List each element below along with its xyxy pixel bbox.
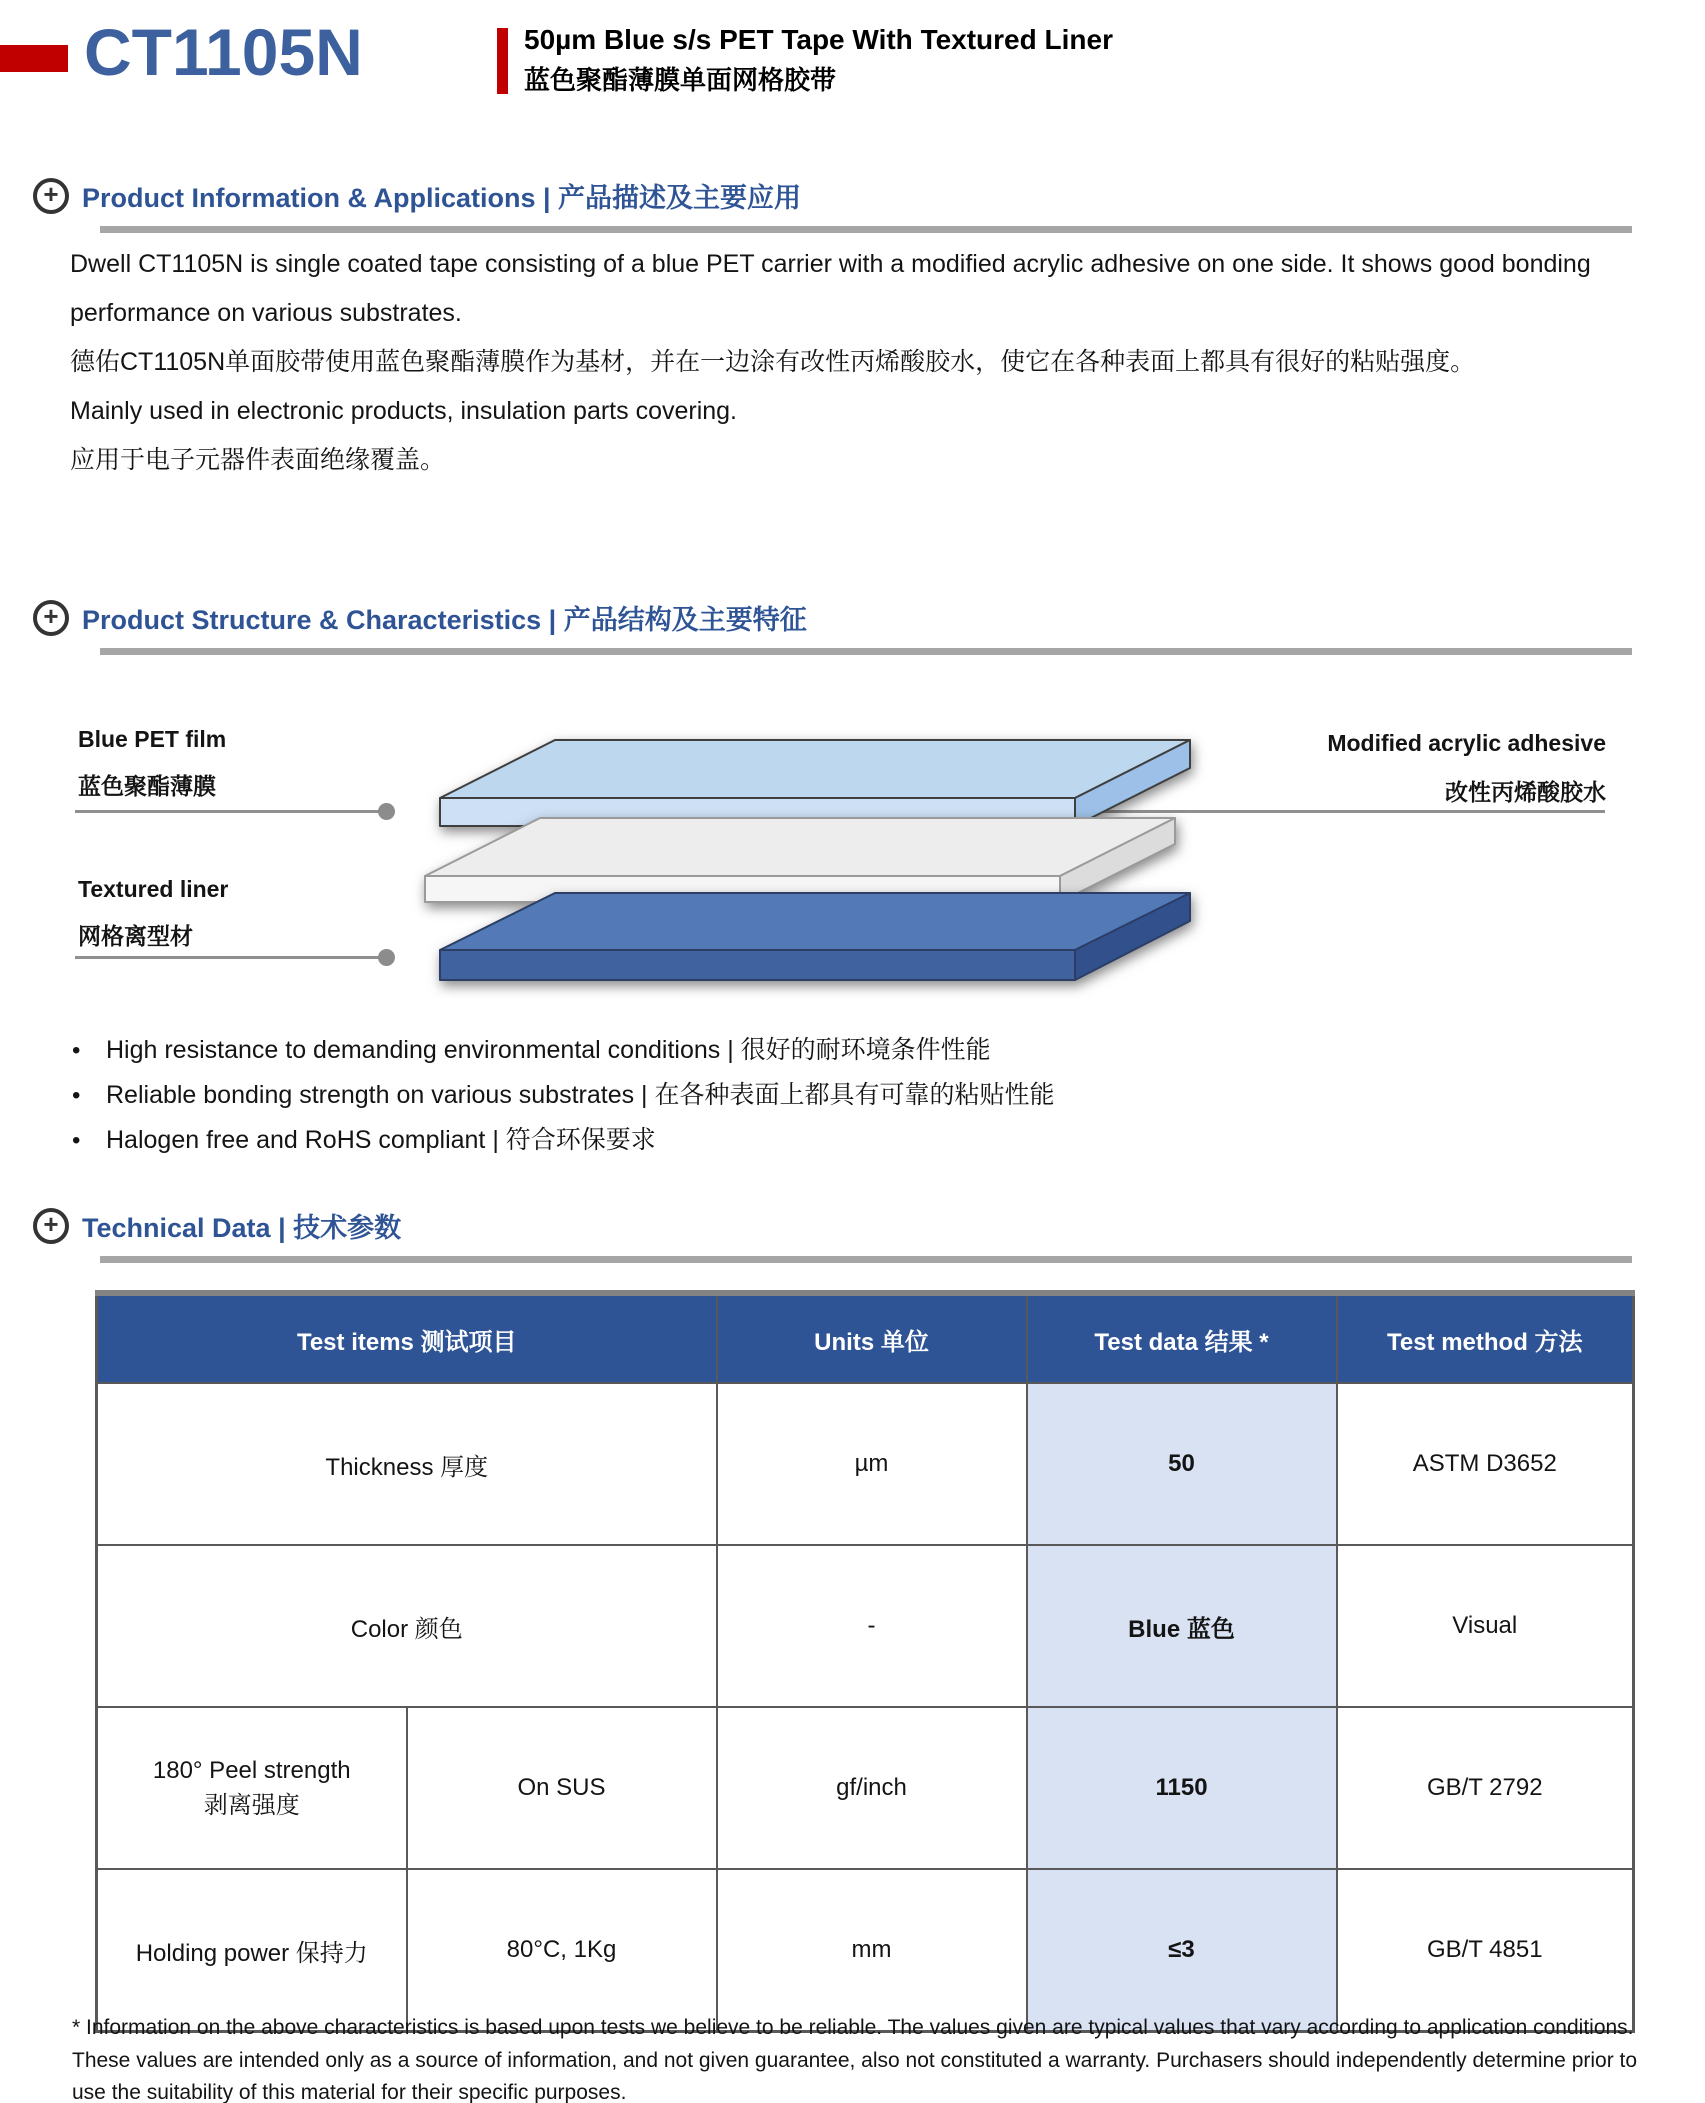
list-item xyxy=(72,1073,1638,1118)
cell-item xyxy=(97,1707,407,1869)
bullet-icon: • xyxy=(72,1127,81,1154)
cell-method: GB/T 2792 xyxy=(1337,1707,1634,1869)
structure-diagram xyxy=(70,688,1638,1018)
pet-film-connector-line xyxy=(75,810,387,813)
cell-item: Holding power 保持力 xyxy=(97,1869,407,2032)
red-divider-bar xyxy=(497,28,508,94)
product-description xyxy=(70,240,1638,485)
section-structure-heading xyxy=(0,598,1705,655)
product-code: CT1105N xyxy=(84,15,363,89)
table-row xyxy=(97,1707,1634,1869)
cell-condition: On SUS xyxy=(407,1707,717,1869)
label-adhesive-en: Modified acrylic adhesive xyxy=(1327,730,1606,756)
paragraph-zh-2: 应用于电子元器件表面绝缘覆盖。 xyxy=(70,446,446,474)
layer-textured-liner xyxy=(440,893,1190,980)
characteristics-list xyxy=(72,1028,1638,1163)
col-header-test-data: Test data 结果 * xyxy=(1027,1293,1337,1383)
technical-data-table xyxy=(95,1290,1635,2033)
section-info-heading xyxy=(0,176,1705,233)
plus-circle-icon: + xyxy=(33,178,69,214)
disclaimer-footnote: * Information on the above characteristics is based upon tests we believe to be reliable. The values given are typical values that vary according to application conditions. These values are intended only as a source of information, and not given guarantee, also not constituted a warranty. Purchasers should independently determine prior to use the suitability of this material for their specific purposes. xyxy=(72,2016,1638,2103)
bullet-icon: • xyxy=(72,1037,81,1064)
product-title-zh: 蓝色聚酯薄膜单面网格胶带 xyxy=(524,65,837,95)
cell-item-line2: 剥离强度 xyxy=(203,1791,300,1819)
table-row xyxy=(97,1545,1634,1707)
cell-method: GB/T 4851 xyxy=(1337,1869,1634,2032)
cell-test-data: 1150 xyxy=(1027,1707,1337,1869)
table-row xyxy=(97,1869,1634,2032)
paragraph-zh-1: 德佑CT1105N单面胶带使用蓝色聚酯薄膜作为基材，并在一边涂有改性丙烯酸胶水，使它在各种表面上都具有很好的粘贴强度。 xyxy=(70,348,1476,376)
cell-units: µm xyxy=(717,1383,1027,1545)
bullet-text: Halogen free and RoHS compliant | 符合环保要求 xyxy=(106,1126,656,1154)
paragraph-en-1: Dwell CT1105N is single coated tape consisting of a blue PET carrier with a modified acrylic adhesive on one side. It shows good bonding performance on various substrates. xyxy=(70,250,1591,327)
layer-adhesive xyxy=(425,818,1175,902)
label-pet-film-zh: 蓝色聚酯薄膜 xyxy=(78,773,216,799)
cell-method: Visual xyxy=(1337,1545,1634,1707)
bullet-text: Reliable bonding strength on various substrates | 在各种表面上都具有可靠的粘贴性能 xyxy=(106,1081,1055,1109)
cell-item: Color 颜色 xyxy=(97,1545,717,1707)
table-header-row xyxy=(97,1293,1634,1383)
brand-red-block xyxy=(0,45,68,72)
label-liner-en: Textured liner xyxy=(78,876,229,902)
section-title: Product Structure & Characteristics | 产品结构及主要特征 xyxy=(82,605,807,635)
section-rule xyxy=(100,226,1632,233)
label-pet-film-en: Blue PET film xyxy=(78,726,227,752)
cell-test-data: Blue 蓝色 xyxy=(1027,1545,1337,1707)
layer-stack-svg xyxy=(370,718,1230,998)
cell-test-data: 50 xyxy=(1027,1383,1337,1545)
section-title: Product Information & Applications | 产品描述及主要应用 xyxy=(82,183,802,213)
col-header-units: Units 单位 xyxy=(717,1293,1027,1383)
cell-units: - xyxy=(717,1545,1027,1707)
plus-circle-icon: + xyxy=(33,1208,69,1244)
cell-item-line1: 180° Peel strength xyxy=(152,1756,351,1784)
list-item xyxy=(72,1028,1638,1073)
label-adhesive-zh: 改性丙烯酸胶水 xyxy=(1445,779,1606,805)
liner-connector-line xyxy=(75,956,387,959)
paragraph-en-2: Mainly used in electronic products, insulation parts covering. xyxy=(70,397,738,425)
section-title: Technical Data | 技术参数 xyxy=(82,1213,402,1243)
cell-item: Thickness 厚度 xyxy=(97,1383,717,1545)
bullet-icon: • xyxy=(72,1082,81,1109)
tape-layer-stack xyxy=(370,718,1230,1003)
cell-condition: 80°C, 1Kg xyxy=(407,1869,717,2032)
cell-units: mm xyxy=(717,1869,1027,2032)
section-rule xyxy=(100,648,1632,655)
cell-method: ASTM D3652 xyxy=(1337,1383,1634,1545)
section-rule xyxy=(100,1256,1632,1263)
col-header-test-method: Test method 方法 xyxy=(1337,1293,1634,1383)
bullet-text: High resistance to demanding environmental conditions | 很好的耐环境条件性能 xyxy=(106,1036,991,1064)
product-title-en: 50µm Blue s/s PET Tape With Textured Liner xyxy=(524,24,1113,55)
cell-test-data: ≤3 xyxy=(1027,1869,1337,2032)
list-item xyxy=(72,1118,1638,1163)
layer-blue-pet-film xyxy=(440,740,1190,826)
cell-units: gf/inch xyxy=(717,1707,1027,1869)
table-row xyxy=(97,1383,1634,1545)
plus-circle-icon: + xyxy=(33,600,69,636)
col-header-test-items: Test items 测试项目 xyxy=(97,1293,717,1383)
section-technical-heading xyxy=(0,1206,1705,1263)
label-liner-zh: 网格离型材 xyxy=(78,923,193,949)
